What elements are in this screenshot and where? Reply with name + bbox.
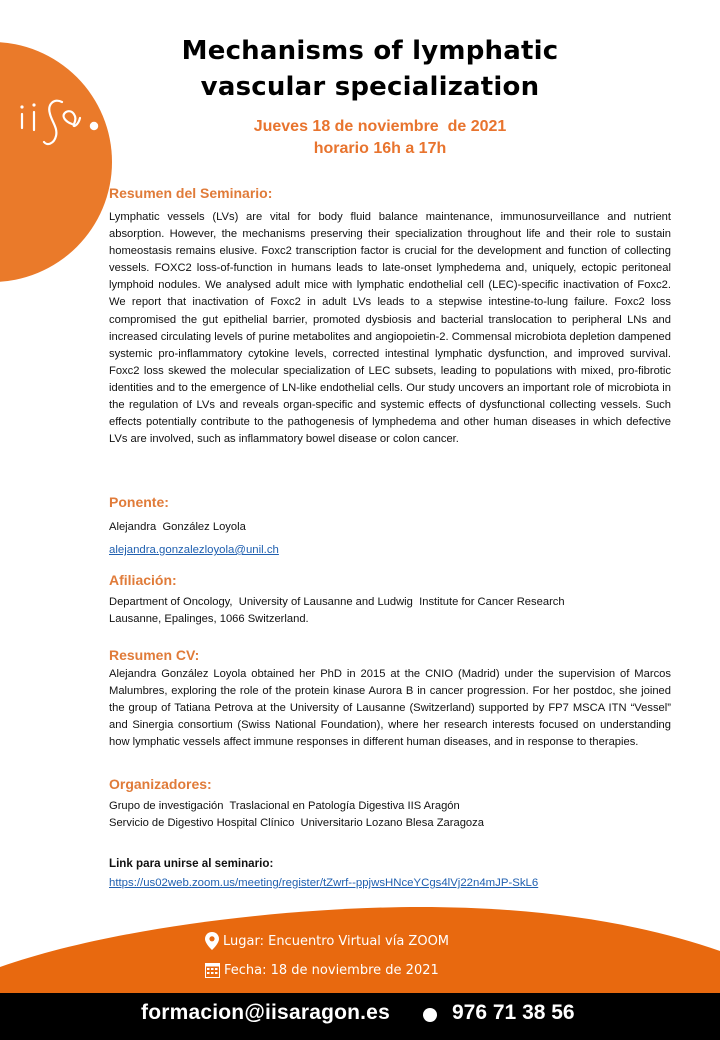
- event-date-text: Fecha: 18 de noviembre de 2021: [224, 963, 439, 978]
- abstract-text: Lymphatic vessels (LVs) are vital for body fluid balance maintenance, immunosurveillance and nutrient absorption. However, the mechanisms preserving their specialization throughout life and their role to sustain homeostasis remains elusive. Foxc2 transcription factor is crucial for the development and function of collecting vessels. FOXC2 loss-of-function in humans leads to late-onset lymphedema and, uniquely, ectopic peritoneal lymphoid nodules. We analysed adult mice with lymphatic endothelial cell (LEC)-specific inactivation of Foxc2. We report that inactivation of Foxc2 in adult LVs leads to a stepwise intestine-to-lung failure. Foxc2 loss compromised the gut epithelial barrier, promoted dysbiosis and bacterial translocation to peripheral LNs and increased circulating levels of purine metabolites and angiopoietin-2. Commensal microbiota depletion dampened systemic pro-inflammatory cytokine levels, corrected intestinal lymphatic dysfunction, and improved survival. Foxc2 loss skewed the molecular specialization of LEC subsets, leading to populations with mixed, pro-fibrotic identities and to the emergence of LN-like endothelial cells. Our study uncovers an important role of microbiota in the regulation of LVs and reveals organ-specific and systemic effects of dysfunctional collecting vessels. Such effects potentially contribute to the pathogenesis of lymphedema and other human diseases in which defective LVs are involved, such as inflammatory bowel disease or colon cancer.: [109, 211, 671, 446]
- speaker-email-link[interactable]: alejandra.gonzalezloyola@unil.ch: [109, 544, 279, 556]
- organizer-line-1: Grupo de investigación Traslacional en Patología Digestiva IIS Aragón: [109, 800, 460, 812]
- contact-email[interactable]: formacion@iisaragon.es: [141, 1001, 390, 1024]
- affiliation-text: [109, 594, 671, 627]
- event-date: [205, 963, 439, 978]
- seminar-time: horario 16h a 17h: [313, 140, 447, 157]
- abstract-heading: Resumen del Seminario:: [109, 185, 273, 201]
- bullet-dot-icon: [423, 1008, 437, 1022]
- affiliation-line-1: Department of Oncology, University of Lausanne and Ludwig Institute for Cancer Research: [109, 596, 565, 608]
- contact-phone[interactable]: 976 71 38 56: [452, 1001, 575, 1024]
- join-link-heading: Link para unirse al seminario:: [109, 857, 274, 870]
- calendar-icon: [205, 963, 220, 978]
- seminar-title: Mechanisms of lymphatic vascular specialization: [181, 36, 559, 102]
- orange-wave-band: [0, 905, 720, 995]
- affiliation-heading: Afiliación:: [109, 572, 177, 588]
- footer-bar: [0, 993, 720, 1040]
- speaker-heading: Ponente:: [109, 494, 169, 510]
- speaker-name: Alejandra González Loyola: [109, 521, 246, 533]
- map-pin-icon: [205, 932, 219, 950]
- seminar-date: Jueves 18 de noviembre de 2021: [253, 118, 507, 135]
- event-location-text: Lugar: Encuentro Virtual vía ZOOM: [223, 933, 450, 949]
- cv-text: Alejandra González Loyola obtained her PhD in 2015 at the CNIO (Madrid) under the supervision of Marcos Malumbres, exploring the role of the protein kinase Aurora B in cancer progression. For her postdoc, she joined the group of Tatiana Petrova at the University of Lausanne (Switzerland) supported by FP7 MSCA ITN “Vessel” and Sinergia consortium (Swiss National Foundation), where her research interests focused on understanding how lymphatic vessels affect immune responses in different human diseases, and in response to therapies.: [109, 668, 671, 749]
- affiliation-line-2: Lausanne, Epalinges, 1066 Switzerland.: [109, 612, 309, 625]
- seminar-date-time: [200, 116, 560, 160]
- organizer-line-2: Servicio de Digestivo Hospital Clínico Universitario Lozano Blesa Zaragoza: [109, 816, 484, 829]
- zoom-registration-link[interactable]: https://us02web.zoom.us/meeting/register/tZwrf--ppjwsHNceYCgs4lVj22n4mJP-SkL6: [109, 877, 539, 889]
- event-location: [205, 932, 449, 950]
- cv-heading: Resumen CV:: [109, 647, 200, 663]
- logo-circle: [0, 42, 112, 282]
- organizers-text: [109, 798, 671, 831]
- iis-aragon-logo-icon: [14, 92, 104, 152]
- organizers-heading: Organizadores:: [109, 776, 212, 792]
